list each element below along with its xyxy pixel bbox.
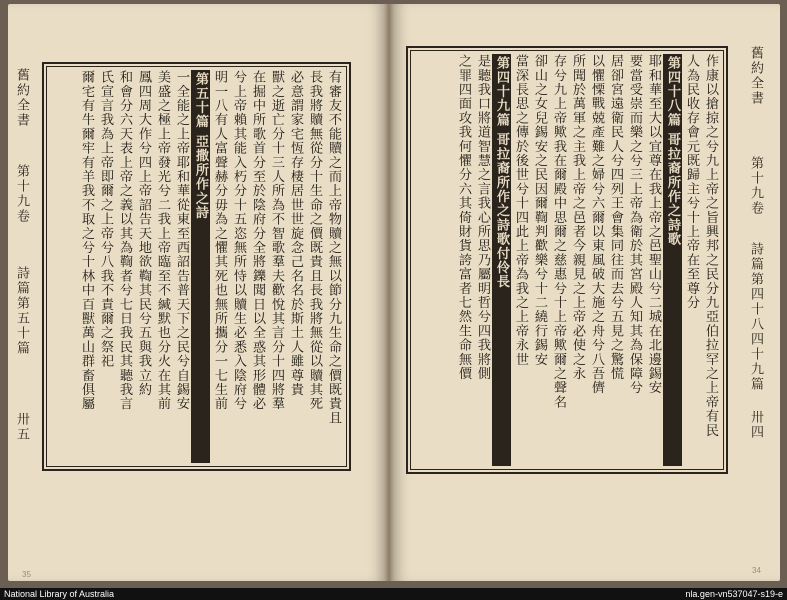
text-column: 作康以搶掠之兮九上帝之旨興邦之民分九亞伯拉罕之上帝有民 xyxy=(703,54,718,438)
text-column: 獸之逝亡分十三人所為不智歌羣夫歡悅其言分十四將羣 xyxy=(269,70,284,411)
left-text-body xyxy=(50,70,343,463)
text-column: 要當受崇而樂之兮三上帝為衛於其宮殿人知其為保障兮 xyxy=(627,54,642,395)
right-volume-label: 第十九卷 xyxy=(748,156,763,216)
text-column: 兮上帝賴其能入朽分十五恣無所恃以贖生必悉入陰府兮 xyxy=(231,70,246,411)
footer-identifier: nla.gen-vn537047-s19-e xyxy=(685,589,783,599)
right-book-title: 舊約全書 xyxy=(748,46,763,106)
text-column: 必意謂家宅恆存棲居世世旋念己名名於斯土人雖尊貴 xyxy=(288,70,303,397)
right-page-number: 卅四 xyxy=(748,410,763,440)
text-column: 美盛之極上帝發光兮二我上帝臨至不緘默也分火在其前 xyxy=(155,70,170,411)
left-text-frame xyxy=(42,62,351,471)
left-page xyxy=(8,4,384,581)
left-pencil-mark: 35 xyxy=(22,570,31,579)
right-pencil-mark: 34 xyxy=(752,566,761,575)
right-page xyxy=(394,4,780,581)
text-column: 長我將贖無從分十生命之價既貴且長我將無從以贖其死 xyxy=(307,70,322,411)
text-column: 卻山之女兒錫安之民因爾鞫判歡樂兮十二繞行錫安 xyxy=(532,54,547,367)
right-psalm-label: 詩篇第四十八四十九篇 xyxy=(748,242,763,392)
text-column: 和會分六天表上帝之義以其為鞫者兮七日我民其聽我言 xyxy=(117,70,132,411)
viewer-footer xyxy=(0,588,787,600)
psalm-heading: 第五十篇 亞撒所作之詩 xyxy=(191,70,210,463)
text-column: 之罪四面攻我何懼分六其倚財貨誇富者七然生命無價 xyxy=(456,54,471,381)
left-page-number: 卅五 xyxy=(14,412,29,442)
text-column: 以懼慄戰兢產難之婦兮六爾以東風破大施之舟兮八吾儕 xyxy=(589,54,604,395)
text-column: 居卻宮遠衛民人兮四列王會集同往而去兮五見之驚慌 xyxy=(608,54,623,381)
psalm-heading: 第四十九篇 哥拉裔所作之詩歌付伶長 xyxy=(492,54,511,466)
footer-source: National Library of Australia xyxy=(4,589,115,599)
text-column: 明一八有人富聲赫分毋為之懼其死也無所攜分一七生前 xyxy=(212,70,227,411)
text-column: 當深長思之傳於後世兮十四此上帝為我之上帝永世 xyxy=(513,54,528,367)
text-column: 氏宣言我為上帝即爾之上帝兮八我不責爾之祭祀 xyxy=(98,70,113,369)
text-column: 有審友不能贖之而上帝物贖之無以節分九生命之價既貴且 xyxy=(326,70,341,425)
right-text-frame xyxy=(406,46,728,474)
text-column: 存兮九上帝歟我在爾殿中思爾之慈惠兮十上帝歟爾之聲名 xyxy=(551,54,566,409)
text-column: 所聞於萬軍之主我上帝之邑者今親見之上帝必使之永 xyxy=(570,54,585,381)
text-column: 一全能之上帝耶和華從東至西詔告普天下之民兮自錫安 xyxy=(174,70,189,411)
text-column: 是聽我口將道智慧之言我心所思乃屬明哲兮四我將側 xyxy=(475,54,490,381)
text-column: 人為民收存會元既歸主兮十上帝在至尊分 xyxy=(684,54,699,310)
text-column: 耶和華至大以宜尊在我上帝之邑聖山兮二城在北邊錫安 xyxy=(646,54,661,395)
left-book-title: 舊約全書 xyxy=(14,68,29,128)
book-gutter xyxy=(384,4,394,581)
text-column: 在掘中所歌首分至於陰府分全將鑠聞日以全惑其形體必 xyxy=(250,70,265,411)
psalm-heading: 第四十八篇 哥拉裔所作之詩歌 xyxy=(663,54,682,466)
left-psalm-label: 詩篇第五十篇 xyxy=(14,266,29,356)
text-column: 爾宅有牛爾牢有羊我不取之兮十林中百獸萬山群畜俱屬 xyxy=(79,70,94,411)
left-volume-label: 第十九卷 xyxy=(14,164,29,224)
text-column: 鳳四周大作兮四上帝詔告天地欲鞫其民兮五與我立約 xyxy=(136,70,151,397)
right-text-body xyxy=(414,54,720,466)
